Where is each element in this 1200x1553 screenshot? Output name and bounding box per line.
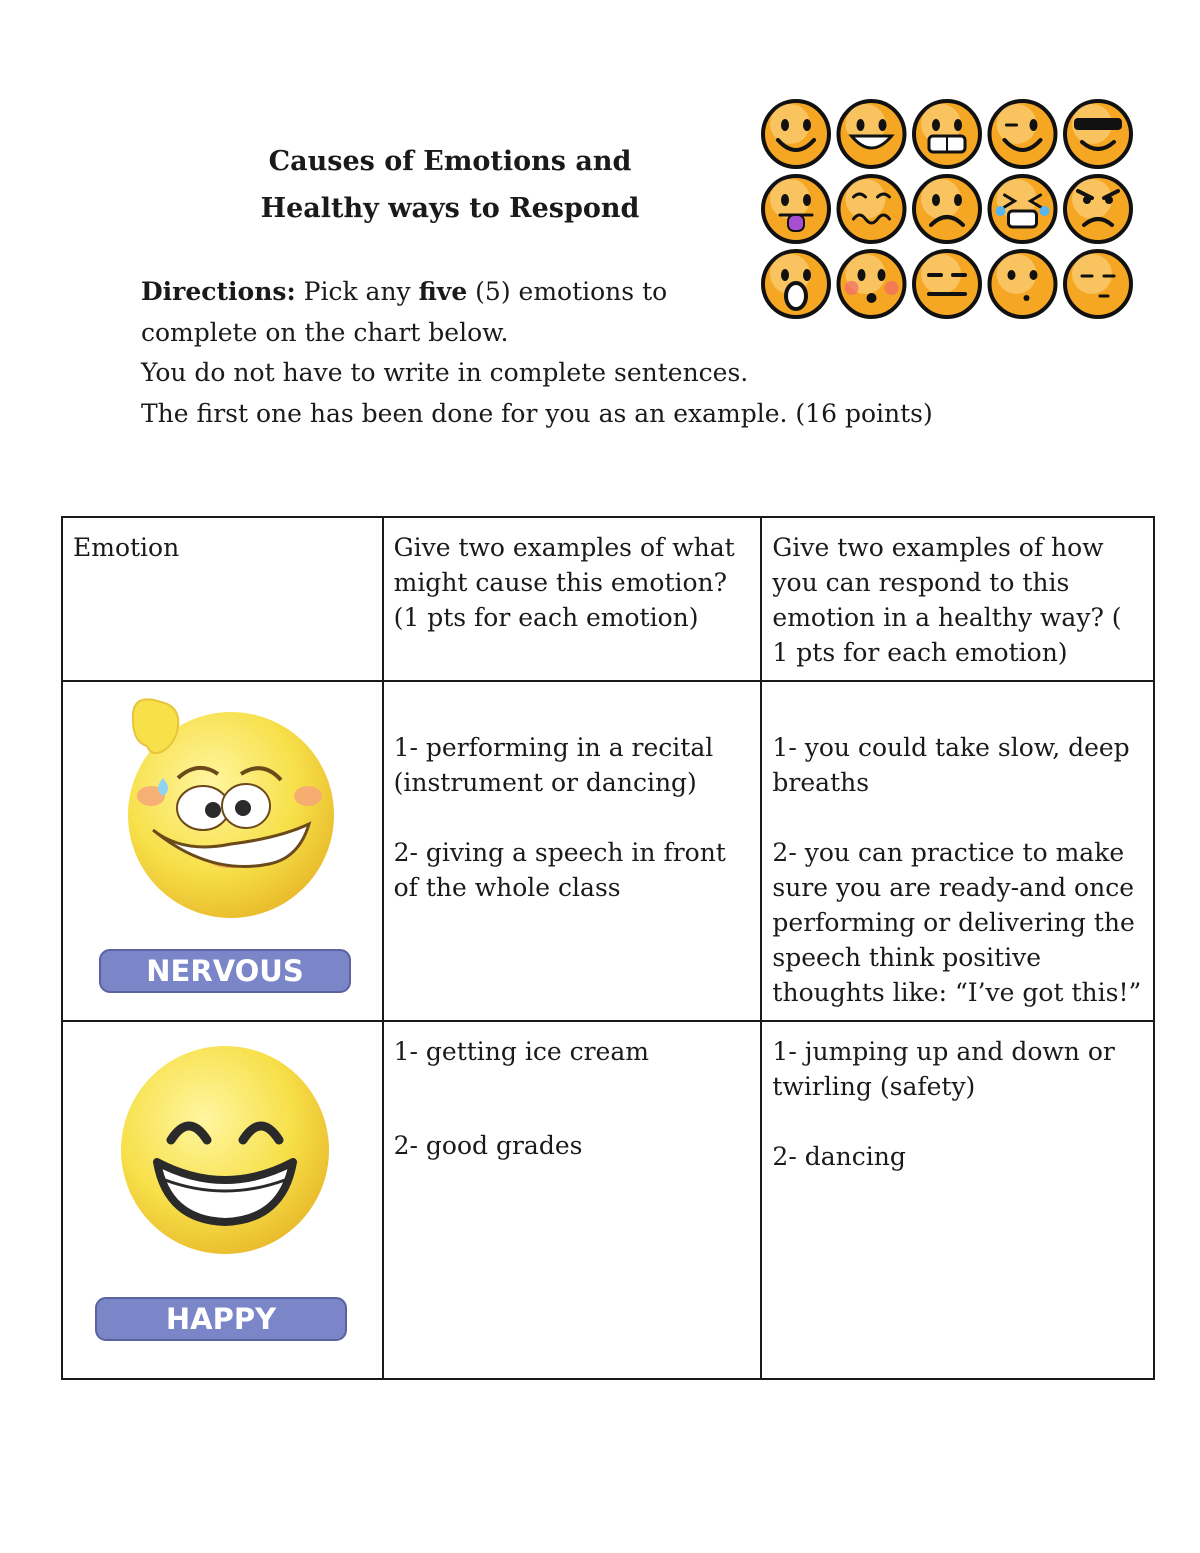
happy-cause-2: 2- good grades [393,1131,583,1160]
table-row-nervous [62,681,1154,1021]
responses-cell-nervous [761,681,1154,1021]
nervous-cause-1: 1- performing in a recital (instrument or dancing) [393,733,714,797]
nervous-response-2: 2- you can practice to make sure you are ready-and once performing or delivering the speech think positive thoughts like: “I’ve got this!” [772,838,1142,1007]
cool-icon [1065,101,1131,167]
tongue-out-icon [763,176,829,242]
sleepy-icon [1065,251,1131,317]
happy-cause-1: 1- getting ice cream [393,1037,649,1066]
nervous-label: NERVOUS [146,954,304,988]
nervous-pupil-right [235,800,251,816]
directions-text-1b: (5) emotions to [467,277,668,306]
happy-response-2: 2- dancing [772,1142,906,1171]
directions-bold-word: five [418,277,468,306]
header-responses: Give two examples of how you can respond to this emotion in a healthy way? ( 1 pts for each emotion) [761,517,1154,681]
header-causes: Give two examples of what might cause this emotion? (1 pts for each emotion) [383,517,762,681]
teeth-grin-icon [914,101,980,167]
unsure-icon [990,251,1056,317]
happy-response-1: 1- jumping up and down or twirling (safety) [772,1037,1115,1101]
nervous-cheek-right [294,786,322,806]
nervous-emoji [63,682,383,1017]
nervous-cause-2: 2- giving a speech in front of the whole class [393,838,726,902]
page-title [200,138,700,232]
happy-label: HAPPY [165,1302,277,1336]
header-row [62,517,1154,681]
causes-cell-happy [383,1021,762,1379]
directions-line-2: complete on the chart below. [141,317,509,347]
nervous-pupil-left [205,802,221,818]
title-line-2: Healthy ways to Respond [260,193,640,224]
directions [141,272,961,434]
happy-emoji [63,1022,383,1378]
directions-line-1 [141,272,961,313]
directions-line-4: The first one has been done for you as an example. (16 points) [141,398,933,428]
wink-smile-icon [990,101,1056,167]
causes-cell-nervous [383,681,762,1021]
responses-cell-happy [761,1021,1154,1379]
title-line-1: Causes of Emotions and [268,146,632,177]
directions-line-3: You do not have to write in complete sentences. [141,358,749,387]
angry-icon [1065,176,1131,242]
grin-icon [839,101,905,167]
header-emotion: Emotion [62,517,383,681]
emotion-cell-nervous [62,681,383,1021]
emotions-chart [61,516,1155,1380]
smile-icon [763,101,829,167]
crying-icon [990,176,1056,242]
nervous-response-1: 1- you could take slow, deep breaths [772,733,1130,797]
queasy-icon [839,176,905,242]
directions-label: Directions: [141,277,296,306]
emotion-cell-happy [62,1021,383,1379]
sad-icon [914,176,980,242]
directions-text-1a: Pick any [295,277,419,306]
table-row-happy [62,1021,1154,1379]
